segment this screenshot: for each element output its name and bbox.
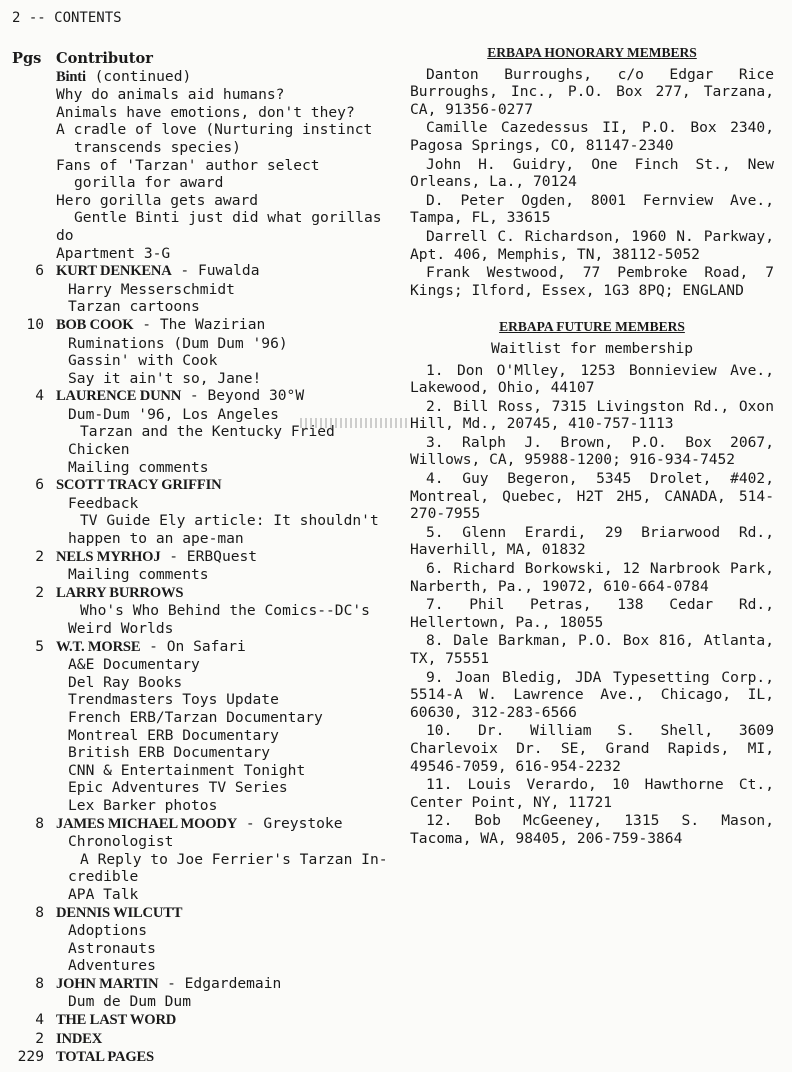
article-title: Adventures [68,957,156,975]
contents-item [12,495,402,513]
future-members-title: ERBAPA FUTURE MEMBERS [499,319,685,335]
contents-entry [12,1030,402,1049]
honorary-members-title: ERBAPA HONORARY MEMBERS [487,45,697,60]
contents-item [12,674,402,692]
article-title: Dum-Dum '96, Los Angeles [68,405,279,423]
contents-item [12,352,402,370]
page-count: 8 [35,814,44,832]
honorary-member-entry: Frank Westwood, 77 Pembroke Road, 7 Kings; Ilford, Essex, 1G3 8PQ; ENGLAND [410,264,774,299]
contents-item [12,530,402,548]
contents-entry [12,1011,402,1030]
article-title: Gentle Binti just did what gorillas [74,209,382,227]
contents-item [12,656,402,674]
contents-entry [12,68,402,87]
article-title: Weird Worlds [68,620,174,637]
contributor-zine: (continued) [85,67,192,85]
future-member-entry: 3. Ralph J. Brown, P.O. Box 2067, Willows, CA, 95988-1200; 916-934-7452 [410,433,774,469]
contents-entry [12,975,402,994]
future-member-entry: 12. Bob McGeeney, 1315 S. Mason, Tacoma, WA, 98405, 206-759-3864 [410,812,774,847]
contributor-name: SCOTT TRACY GRIFFIN [56,477,222,494]
contents-entry [12,584,402,603]
contributor-line [56,1048,402,1067]
contributor-line [56,638,402,657]
article-title: Astronauts [68,939,156,957]
honorary-member-entry: Danton Burroughs, c/o Edgar Rice Burroughs, Inc., P.O. Box 277, Tarzana, CA, 91356-0277 [410,65,774,118]
contributor-name: BOB COOK [56,316,134,333]
contributor-zine: - Fuwalda [171,262,260,280]
contents-entry [12,548,402,567]
article-title: Del Ray Books [68,673,183,691]
contributor-line [56,975,402,994]
contributor-name: KURT DENKENA [56,263,172,280]
honorary-member-entry: John H. Guidry, One Finch St., New Orleans, La., 70124 [410,155,774,191]
future-member-entry: 8. Dale Barkman, P.O. Box 816, Atlanta, TX, 75551 [410,632,774,667]
future-member-entry: 2. Bill Ross, 7315 Livingston Rd., Oxon Hill, Md., 20745, 410-757-1113 [410,397,774,433]
contents-item [12,833,402,851]
future-member-entry: 6. Richard Borkowski, 12 Narbrook Park, Narberth, Pa., 19072, 610-664-0784 [410,560,774,595]
contributor-line [56,584,402,603]
contents-item [12,851,402,869]
article-title: Adoptions [68,922,148,940]
page-count: 4 [35,387,44,405]
article-title: Hero gorilla gets award [56,191,259,209]
contents-item [12,691,402,709]
article-title: Mailing comments [68,458,209,476]
contents-item [12,139,402,157]
article-title: Tarzan and the Kentucky Fried [80,423,335,441]
honorary-member-entry: Camille Cazedessus II, P.O. Box 2340, Pagosa Springs, CO, 81147-2340 [410,119,774,154]
article-title: Mailing comments [68,566,209,584]
page-count: 2 [35,1029,44,1047]
contributor-line [56,316,402,335]
pgs-column-header: Pgs [12,50,42,67]
contributor-name: INDEX [56,1030,103,1047]
page-count: 2 [35,547,44,565]
article-title: happen to an ape-man [68,530,244,548]
honorary-member-entry: Darrell C. Richardson, 1960 N. Parkway, Apt. 406, Memphis, TN, 38112-5052 [410,227,774,263]
article-title: Say it ain't so, Jane! [68,369,262,387]
page-header: 2 -- CONTENTS [12,10,122,26]
contributor-line [56,904,402,923]
page-count: 2 [35,583,44,601]
article-title: Montreal ERB Documentary [68,726,279,744]
future-members-subtitle: Waitlist for membership [490,339,694,357]
contributor-line [56,387,402,406]
contents-item [12,727,402,745]
article-title: Dum de Dum Dum [68,993,192,1011]
page-count: 5 [35,637,44,655]
article-title: Apartment 3-G [56,244,171,262]
contributor-line [56,1011,402,1030]
contents-entry [12,638,402,657]
contents-item [12,957,402,975]
contributor-name: W.T. MORSE [56,638,141,655]
page-count: 10 [26,315,44,333]
contents-entry [12,316,402,335]
contents-item [12,744,402,762]
contributor-zine: - Beyond 30°W [181,387,305,405]
contributor-zine: - ERBQuest [160,547,258,565]
contributor-line [56,815,402,834]
article-title: Lex Barker photos [68,796,218,814]
contributor-zine: - Edgardemain [158,974,282,992]
page-count [12,68,56,87]
contents-list [12,50,402,1067]
future-member-entry: 11. Louis Verardo, 10 Hawthorne Ct., Center Point, NY, 11721 [410,776,774,811]
contents-entry [12,815,402,834]
article-title: Why do animals aid humans? [56,86,285,104]
contents-item [12,566,402,584]
contents-item [12,281,402,299]
article-title: British ERB Documentary [68,744,271,762]
article-title: Epic Adventures TV Series [68,779,288,797]
contents-item [12,121,402,139]
article-title: Harry Messerschmidt [68,280,235,298]
contents-item [12,157,402,175]
contents-item [12,762,402,780]
contents-item [12,370,402,388]
contributor-line [56,548,402,567]
contributor-zine: - Greystoke [237,814,343,832]
contents-item [12,868,402,886]
future-member-entry: 4. Guy Begeron, 5345 Drolet, #402, Montreal, Quebec, H2T 2H5, CANADA, 514-270-7955 [410,470,774,523]
contents-entry [12,476,402,495]
article-title: Who's Who Behind the Comics--DC's [80,602,370,620]
future-member-entry: 5. Glenn Erardi, 29 Briarwood Rd., Haverhill, MA, 01832 [410,523,774,559]
article-title: Feedback [68,494,139,512]
contents-item [12,940,402,958]
contents-item [12,245,402,263]
contents-item [12,512,402,530]
contributor-name: NELS MYRHOJ [56,548,161,565]
page-count: 229 [17,1048,44,1066]
contents-entry [12,904,402,923]
article-title: Ruminations (Dum Dum '96) [68,334,288,352]
contents-entry [12,262,402,281]
contents-item [12,922,402,940]
future-members-list [410,362,774,848]
contents-item [12,174,402,192]
contents-item [12,620,402,638]
honorary-members-list [410,66,774,300]
contents-item [12,602,402,620]
article-title: A&E Documentary [68,656,200,674]
article-title: Chicken [68,441,130,459]
contents-item [12,993,402,1011]
contributor-name: LARRY BURROWS [56,584,184,601]
future-member-entry: 1. Don O'Mlley, 1253 Bonnieview Ave., Lakewood, Ohio, 44107 [410,361,774,397]
contents-item [12,86,402,104]
article-title: APA Talk [68,885,139,903]
contributor-zine: - The Wazirian [133,315,266,333]
article-title: do [56,226,74,244]
article-title: French ERB/Tarzan Documentary [68,708,323,726]
page-count: 4 [35,1011,44,1029]
contributor-name: TOTAL PAGES [56,1049,154,1066]
contents-header-row [12,50,402,68]
contributor-name: JOHN MARTIN [56,975,159,992]
article-title: credible [68,868,139,886]
article-title: Tarzan cartoons [68,298,200,316]
article-title: TV Guide Ely article: It shouldn't [80,512,379,530]
contributor-zine: - On Safari [140,637,246,655]
contributor-line [56,262,402,281]
contents-entries [12,68,402,1067]
article-title: Gassin' with Cook [68,352,218,370]
honorary-member-entry: D. Peter Ogden, 8001 Fernview Ave., Tampa, FL, 33615 [410,191,774,227]
page-count: 6 [35,262,44,280]
contributor-line [56,476,402,495]
print-smudge [300,418,410,428]
future-member-entry: 9. Joan Bledig, JDA Typesetting Corp., 5514-A W. Lawrence Ave., Chicago, IL, 60630, 312-283-6566 [410,668,774,721]
contributor-column-header: Contributor [56,50,153,67]
article-title: Trendmasters Toys Update [68,691,279,709]
contributor-name: Binti [56,68,86,85]
contents-item [12,192,402,210]
contents-item [12,209,402,227]
contents-item [12,886,402,904]
future-member-entry: 10. Dr. William S. Shell, 3609 Charlevoix Dr. SE, Grand Rapids, MI, 49546-7059, 616-954-2232 [410,722,774,775]
contents-item [12,797,402,815]
contributor-line [56,1030,402,1049]
contributor-name: JAMES MICHAEL MOODY [56,815,238,832]
article-title: transcends species) [74,138,241,156]
contributor-name: LAURENCE DUNN [56,388,182,405]
contents-item [12,709,402,727]
contributor-name: DENNIS WILCUTT [56,904,183,921]
article-title: Chronologist [68,833,174,851]
page-count: 8 [35,903,44,921]
article-title: A cradle of love (Nurturing instinct [56,121,373,139]
contributor-name: THE LAST WORD [56,1012,177,1029]
members-column [410,44,774,849]
contents-item [12,459,402,477]
page-count: 6 [35,476,44,494]
contents-entry [12,387,402,406]
article-title: Animals have emotions, don't they? [56,103,355,121]
article-title: A Reply to Joe Ferrier's Tarzan In- [80,850,388,868]
contents-item [12,779,402,797]
future-member-entry: 7. Phil Petras, 138 Cedar Rd., Hellertown, Pa., 18055 [410,596,774,631]
contents-item [12,298,402,316]
contents-item [12,227,402,245]
contributor-line [56,68,402,87]
contents-item [12,335,402,353]
article-title: gorilla for award [74,174,224,192]
article-title: Fans of 'Tarzan' author select [56,156,320,174]
contents-entry [12,1048,402,1067]
contents-item [12,104,402,122]
article-title: CNN & Entertainment Tonight [68,761,306,779]
page-count: 8 [35,974,44,992]
contents-item [12,441,402,459]
